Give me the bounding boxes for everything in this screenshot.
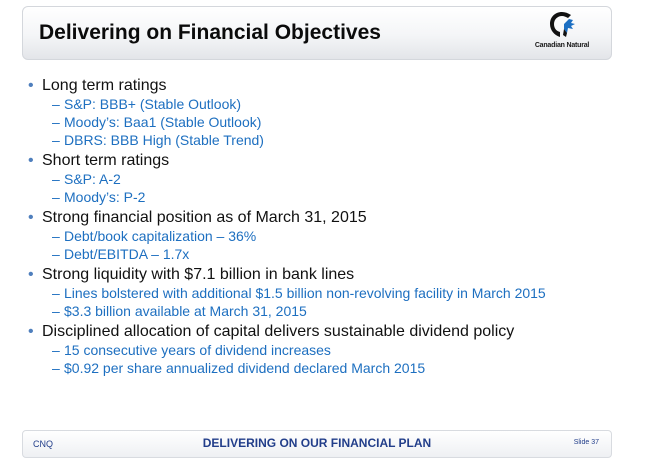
logo-text: Canadian Natural (534, 42, 590, 49)
dash-icon: – (52, 132, 60, 148)
bullet-dot-icon: • (28, 152, 34, 169)
dash-icon: – (52, 189, 60, 205)
dash-icon: – (52, 360, 60, 376)
bullet-text: Disciplined allocation of capital delivers sustainable dividend policy (42, 323, 515, 340)
bullet-item (28, 208, 618, 227)
bullet-dot-icon: • (28, 266, 34, 283)
sub-text: Moody’s: P-2 (64, 189, 146, 205)
sub-text: Debt/EBITDA – 1.7x (64, 246, 190, 262)
bullet-item (28, 265, 618, 284)
bullet-dot-icon: • (28, 323, 34, 340)
dash-icon: – (52, 96, 60, 112)
bullet-dot-icon: • (28, 209, 34, 226)
bullet-text: Long term ratings (42, 77, 167, 94)
bullet-text: Strong financial position as of March 31, 2015 (42, 209, 367, 226)
dash-icon: – (52, 303, 60, 319)
sub-item (28, 302, 618, 320)
sub-item (28, 359, 618, 377)
sub-item (28, 131, 618, 149)
sub-item (28, 245, 618, 263)
sub-text: $0.92 per share annualized dividend declared March 2015 (64, 360, 426, 376)
sub-item (28, 113, 618, 131)
sub-item (28, 95, 618, 113)
dash-icon: – (52, 285, 60, 301)
sub-item (28, 227, 618, 245)
bullet-item (28, 322, 618, 341)
sub-text: $3.3 billion available at March 31, 2015 (64, 303, 307, 319)
footer-ticker: CNQ (33, 439, 53, 449)
sub-item (28, 188, 618, 206)
bullet-item (28, 76, 618, 95)
canadian-natural-logo (527, 10, 597, 50)
page-title: Delivering on Financial Objectives (39, 21, 381, 44)
footer-band (22, 430, 612, 458)
sub-item (28, 170, 618, 188)
slide-number: Slide 37 (573, 439, 599, 446)
dash-icon: – (52, 228, 60, 244)
dash-icon: – (52, 246, 60, 262)
bullet-dot-icon: • (28, 77, 34, 94)
footer-tagline: DELIVERING ON OUR FINANCIAL PLAN (202, 436, 432, 450)
title-band (22, 6, 612, 60)
dash-icon: – (52, 171, 60, 187)
sub-text: Moody’s: Baa1 (Stable Outlook) (64, 114, 262, 130)
bullet-list (28, 74, 618, 377)
sub-text: Lines bolstered with additional $1.5 billion non-revolving facility in March 2015 (64, 285, 546, 301)
maple-leaf-logo-icon (547, 10, 577, 40)
dash-icon: – (52, 114, 60, 130)
sub-text: Debt/book capitalization – 36% (64, 228, 257, 244)
bullet-item (28, 151, 618, 170)
sub-text: S&P: A-2 (64, 171, 121, 187)
bullet-text: Short term ratings (42, 152, 170, 169)
sub-text: S&P: BBB+ (Stable Outlook) (64, 96, 242, 112)
sub-item (28, 341, 618, 359)
sub-item (28, 284, 618, 302)
dash-icon: – (52, 342, 60, 358)
bullet-text: Strong liquidity with $7.1 billion in bank lines (42, 266, 355, 283)
sub-text: 15 consecutive years of dividend increases (64, 342, 331, 358)
sub-text: DBRS: BBB High (Stable Trend) (64, 132, 264, 148)
